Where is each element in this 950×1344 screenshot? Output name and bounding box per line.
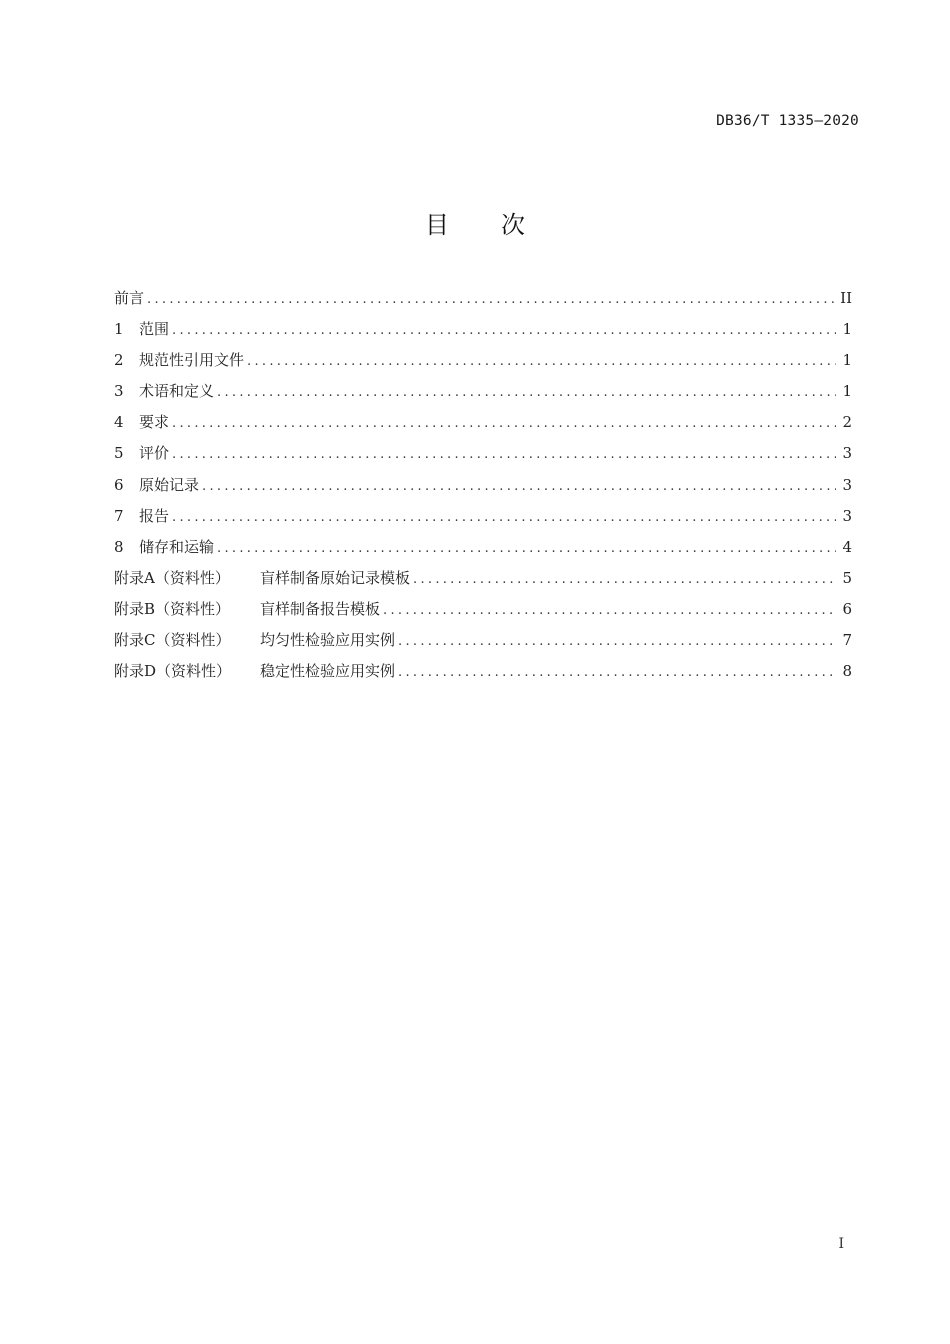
toc-entry-number: 8 bbox=[114, 537, 124, 556]
toc-entry-page: 1 bbox=[842, 351, 852, 370]
toc-entry-number: 1 bbox=[114, 320, 124, 339]
toc-entry-number: 4 bbox=[114, 413, 124, 432]
toc-entry-label: 范围 bbox=[139, 320, 170, 339]
toc-entry-requirements[interactable] bbox=[114, 407, 852, 438]
toc-entry-number: 3 bbox=[114, 382, 124, 401]
toc-leader-dots bbox=[172, 408, 836, 439]
toc-leader-dots bbox=[202, 471, 836, 502]
toc-entry-page: 5 bbox=[842, 568, 852, 587]
toc-appendix-prefix: 附录C（资料性） bbox=[114, 631, 231, 650]
toc-leader-dots bbox=[147, 284, 834, 315]
toc-entry-label: 盲样制备原始记录模板 bbox=[260, 568, 411, 587]
toc-leader-dots bbox=[172, 315, 836, 346]
toc-leader-dots bbox=[383, 595, 836, 626]
toc-leader-dots bbox=[413, 564, 836, 595]
toc-entry-label: 盲样制备报告模板 bbox=[260, 599, 381, 618]
toc-entry-label: 前言 bbox=[114, 289, 145, 307]
toc-appendix-prefix: 附录B（资料性） bbox=[114, 599, 231, 618]
toc-leader-dots bbox=[398, 657, 836, 688]
toc-entry-label: 稳定性检验应用实例 bbox=[260, 662, 396, 681]
toc-entry-foreword[interactable] bbox=[114, 283, 852, 314]
toc-entry-number: 6 bbox=[114, 475, 124, 494]
toc-leader-dots bbox=[217, 533, 836, 564]
toc-appendix-prefix: 附录D（资料性） bbox=[114, 662, 232, 681]
toc-entry-label: 术语和定义 bbox=[139, 382, 215, 401]
toc-entry-label: 评价 bbox=[139, 444, 170, 463]
toc-appendix-prefix: 附录A（资料性） bbox=[114, 568, 230, 587]
toc-entry-page: 1 bbox=[842, 382, 852, 401]
toc-entry-page: II bbox=[840, 289, 852, 307]
toc-entry-scope[interactable] bbox=[114, 314, 852, 345]
toc-entry-page: 4 bbox=[842, 537, 852, 556]
toc-entry-page: 8 bbox=[842, 662, 852, 681]
toc-leader-dots bbox=[398, 626, 836, 657]
toc-entry-page: 3 bbox=[842, 475, 852, 494]
toc-entry-appendix-d[interactable] bbox=[114, 656, 852, 687]
toc-entry-page: 1 bbox=[842, 320, 852, 339]
toc-title: 目次 bbox=[425, 211, 577, 239]
toc-entry-page: 3 bbox=[842, 444, 852, 463]
toc-entry-label: 储存和运输 bbox=[139, 537, 215, 556]
toc-entry-report[interactable] bbox=[114, 501, 852, 532]
table-of-contents bbox=[114, 283, 852, 687]
toc-entry-appendix-b[interactable] bbox=[114, 594, 852, 625]
toc-entry-number: 5 bbox=[114, 444, 124, 463]
toc-entry-number: 7 bbox=[114, 506, 124, 525]
toc-entry-appendix-a[interactable] bbox=[114, 563, 852, 594]
toc-entry-label: 报告 bbox=[139, 506, 170, 525]
toc-entry-appendix-c[interactable] bbox=[114, 625, 852, 656]
toc-entry-evaluation[interactable] bbox=[114, 438, 852, 469]
toc-entry-page: 3 bbox=[842, 506, 852, 525]
toc-entry-page: 7 bbox=[842, 631, 852, 650]
toc-entry-normative-references[interactable] bbox=[114, 345, 852, 376]
toc-entry-label: 原始记录 bbox=[139, 475, 200, 494]
toc-entry-original-records[interactable] bbox=[114, 470, 852, 501]
toc-entry-number: 2 bbox=[114, 351, 124, 370]
document-code: DB36/T 1335—2020 bbox=[716, 113, 859, 129]
toc-entry-label: 要求 bbox=[139, 413, 170, 432]
toc-leader-dots bbox=[217, 377, 836, 408]
toc-leader-dots bbox=[172, 439, 836, 470]
toc-entry-label: 规范性引用文件 bbox=[139, 351, 245, 370]
page-number: I bbox=[838, 1236, 844, 1252]
toc-leader-dots bbox=[247, 346, 836, 377]
toc-entry-terms-definitions[interactable] bbox=[114, 376, 852, 407]
toc-entry-storage-transport[interactable] bbox=[114, 532, 852, 563]
toc-leader-dots bbox=[172, 502, 836, 533]
toc-entry-label: 均匀性检验应用实例 bbox=[260, 631, 396, 650]
toc-entry-page: 2 bbox=[842, 413, 852, 432]
toc-entry-page: 6 bbox=[842, 599, 852, 618]
